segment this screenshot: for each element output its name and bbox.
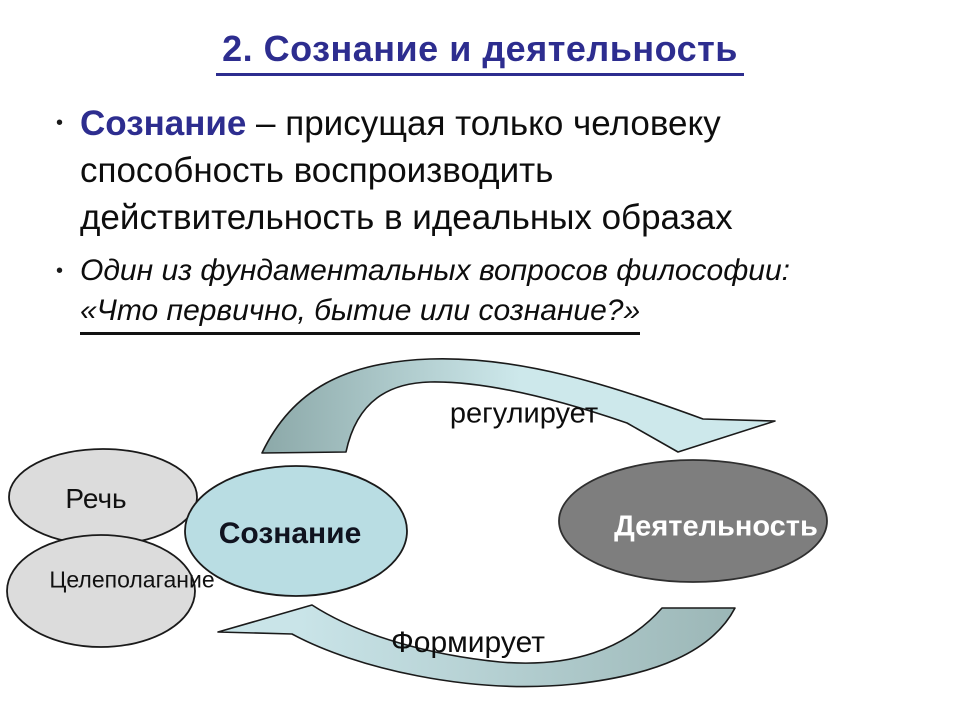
arrow-forms-label: Формирует [391,626,545,659]
page-title: 2. Сознание и деятельность [216,28,744,76]
arrow-regulates-label: регулирует [449,397,599,430]
definition-line-1-rest: – присущая только человеку [246,104,721,143]
node-tselepolaganie-label: Целеполагание [49,566,215,593]
question-line-1: Один из фундаментальных вопросов философии: [80,254,791,287]
definition-line-2: способность воспроизводить [80,151,554,190]
node-soznanie-label: Сознание [218,517,362,550]
definition-term: Сознание [80,104,247,143]
node-deyatelnost-label: Деятельность [614,510,818,543]
bullet-marker: • [56,260,64,282]
definition-line-3: действительность в идеальных образах [80,198,733,237]
bullet-marker: • [56,112,64,134]
node-rech-label: Речь [65,483,127,514]
question-quote: «Что первично, бытие или сознание?» [80,291,640,335]
